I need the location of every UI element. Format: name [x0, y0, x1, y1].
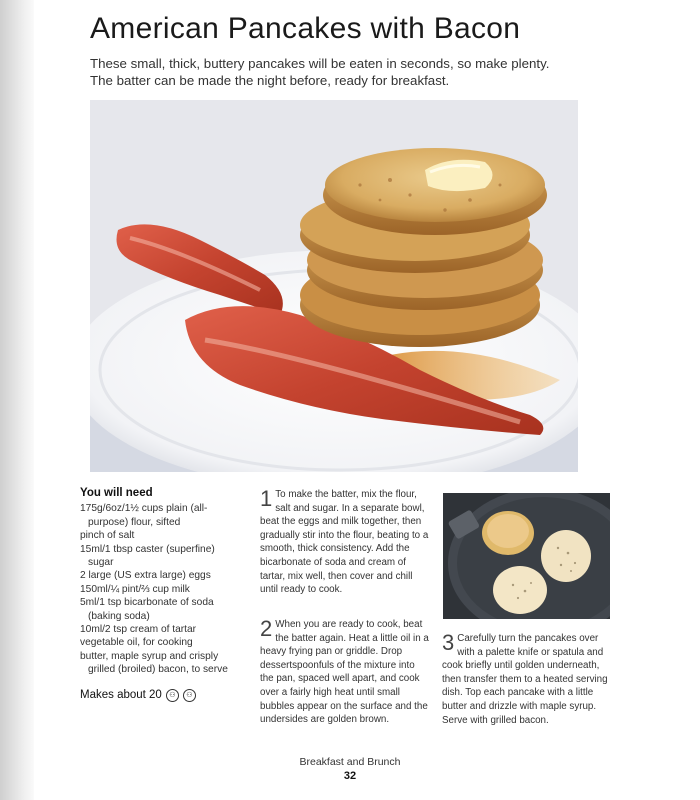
serving-icon: ⚇ — [183, 689, 196, 702]
step-text: When you are ready to cook, beat the batter again. Heat a little oil in a heavy frying pan or griddle. Drop dessertspoonfuls of the mixture into the pan, spaced well apart, and cook over a fairly high heat until small bubbles appear on the surface and the undersides are golden brown. — [260, 619, 429, 726]
method-step — [260, 618, 430, 727]
intro-text: These small, thick, buttery pancakes will be eaten in seconds, so make plenty. The batter can be made the night before, ready for breakfast. — [90, 56, 550, 88]
method-step — [442, 632, 614, 727]
serving-icon: ⚇ — [166, 689, 179, 702]
step-number: 1 — [260, 486, 273, 511]
ingredient-item: 10ml/2 tsp cream of tartar — [80, 624, 197, 636]
pancakes-bacon-illustration — [90, 100, 578, 472]
step-text: Carefully turn the pancakes over with a palette knife or spatula and cook briefly until golden underneath, then transfer them to a heated serving dish. Top each pancake with a little butter and drizzle with maple syrup. Serve with grilled bacon. — [442, 633, 608, 726]
ingredients-list — [80, 487, 240, 702]
ingredient-item: butter, maple syrup and crisply grilled (broiled) bacon, to serve — [80, 650, 228, 676]
step-number: 2 — [260, 616, 273, 641]
ingredient-item: 5ml/1 tsp bicarbonate of soda (baking soda) — [80, 597, 214, 622]
ingredient-item: vegetable oil, for cooking — [80, 637, 193, 649]
hero-photo — [90, 100, 578, 472]
pancakes-in-pan-illustration — [443, 493, 610, 619]
ingredient-item: 175g/6oz/1½ cups plain (all-purpose) flour, sifted — [80, 503, 208, 528]
step-text: To make the batter, mix the flour, salt and sugar. In a separate bowl, beat the eggs and milk together, then gradually stir into the flour, beating to a smooth, thick consistency. Add the bicarbonate of soda and cream of tartar, mix well, then cover and chill until ready to cook. — [260, 489, 429, 596]
page-gutter — [0, 0, 34, 800]
ingredient-item: 15ml/1 tbsp caster (superfine) sugar — [80, 543, 215, 569]
step-number: 3 — [442, 630, 455, 655]
ingredient-item: 150ml/¼ pint/⅔ cup milk — [80, 583, 190, 595]
makes-yield — [80, 689, 240, 702]
method-step — [260, 488, 430, 597]
pan-photo — [443, 493, 610, 619]
ingredient-item: 2 large (US extra large) eggs — [80, 570, 211, 582]
footer-section-name: Breakfast and Brunch — [299, 756, 401, 768]
ingredients-heading: You will need — [80, 487, 153, 499]
page-number: 32 — [343, 770, 357, 782]
page-title: American Pancakes with Bacon — [90, 12, 521, 45]
makes-text: Makes about 20 — [80, 688, 162, 701]
ingredient-item: pinch of salt — [80, 530, 135, 542]
